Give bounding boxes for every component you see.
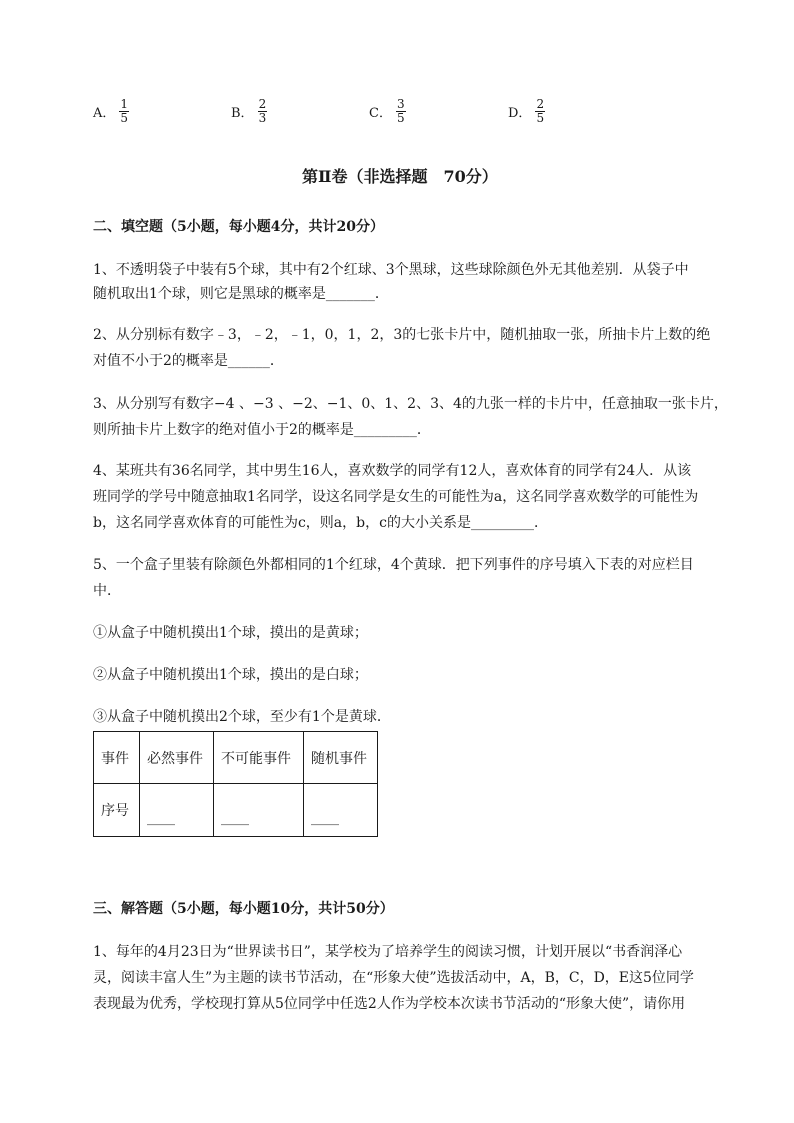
section-heading: 三、解答题（5小题，每小题10分，共计50分） (93, 901, 394, 917)
question-line: 随机取出1个球，则它是黑球的概率是_______． (93, 286, 389, 302)
table-row-label: 序号 (101, 803, 129, 819)
question-line: 1、每年的4月23日为“世界读书日”，某学校为了培养学生的阅读习惯，计划开展以“书香润泽心 (93, 944, 683, 960)
event-item: ③从盒子中随机摸出2个球，至少有1个是黄球． (93, 709, 391, 725)
part-title: 第Ⅱ卷（非选择题 70分） (302, 167, 498, 186)
answer-blank: ____ (311, 810, 339, 826)
fraction-denominator: 5 (536, 111, 545, 125)
option-b (231, 98, 267, 125)
table-cell (214, 732, 304, 784)
option-label: A． (93, 106, 116, 121)
question-line: 则所抽卡片上数字的绝对值小于2的概率是_________． (93, 422, 431, 438)
table-cell (140, 732, 214, 784)
answer-blank: ____ (147, 810, 175, 826)
option-fraction (535, 98, 545, 125)
table-header-certain: 必然事件 (147, 750, 203, 767)
question-line: 5、一个盒子里装有除颜色外都相同的1个红球，4个黄球．把下列事件的序号填入下表的对应栏目 (93, 557, 694, 573)
fraction-numerator: 1 (120, 97, 129, 111)
question-line: 灵，阅读丰富人生”为主题的读书节活动，在“形象大使”选拔活动中，A，B，C，D，E这5位同学 (93, 970, 694, 986)
option-label: C． (369, 106, 392, 121)
question-line: 1、不透明袋子中装有5个球，其中有2个红球、3个黑球，这些球除颜色外无其他差别．从袋子中 (93, 262, 689, 278)
question-line: 表现最为优秀，学校现打算从5位同学中任选2人作为学校本次读书节活动的“形象大使”，请你用 (93, 996, 686, 1012)
option-d (508, 98, 545, 125)
option-label: D． (508, 106, 532, 121)
question-line: 3、从分别写有数字−4 、−3 、−2、−1、0、1、2、3、4的九张一样的卡片中，任意抽取一张卡片， (93, 396, 728, 412)
event-item: ②从盒子中随机摸出1个球，摸出的是白球； (93, 667, 368, 683)
question-line: b，这名同学喜欢体育的可能性为c，则a，b，c的大小关系是_________． (93, 515, 548, 531)
answer-blank: ____ (221, 810, 249, 826)
event-table (93, 731, 378, 837)
fraction-numerator: 3 (396, 97, 405, 111)
table-cell (94, 732, 140, 784)
question-line: 4、某班共有36名同学，其中男生16人，喜欢数学的同学有12人，喜欢体育的同学有24人．从该 (93, 463, 692, 479)
table-cell (140, 784, 214, 837)
question-line: 对值不小于2的概率是______． (93, 353, 284, 369)
table-header-row (94, 732, 378, 784)
table-cell (304, 784, 378, 837)
table-cell (214, 784, 304, 837)
table-cell (304, 732, 378, 784)
option-fraction (258, 98, 268, 125)
table-header-impossible: 不可能事件 (221, 750, 291, 767)
section-heading: 二、填空题（5小题，每小题4分，共计20分） (93, 219, 384, 235)
table-cell (94, 784, 140, 837)
table-header-random: 随机事件 (311, 750, 367, 767)
event-item: ①从盒子中随机摸出1个球，摸出的是黄球； (93, 625, 368, 641)
question-line: 中． (93, 583, 121, 599)
option-fraction (119, 98, 129, 125)
table-row (94, 784, 378, 837)
option-fraction (396, 98, 406, 125)
option-label: B． (231, 106, 254, 121)
fraction-denominator: 5 (120, 111, 129, 125)
question-line: 班同学的学号中随意抽取1名同学，设这名同学是女生的可能性为a，这名同学喜欢数学的可能性为 (93, 489, 699, 505)
option-a (93, 98, 129, 125)
option-c (369, 98, 406, 125)
table-header-event: 事件 (101, 750, 129, 767)
fraction-numerator: 2 (258, 97, 267, 111)
question-line: 2、从分别标有数字﹣3，﹣2，﹣1，0，1，2，3的七张卡片中，随机抽取一张，所抽卡片上数的绝 (93, 327, 711, 343)
fraction-denominator: 5 (396, 111, 405, 125)
fraction-numerator: 2 (536, 97, 545, 111)
fraction-denominator: 3 (258, 111, 267, 125)
